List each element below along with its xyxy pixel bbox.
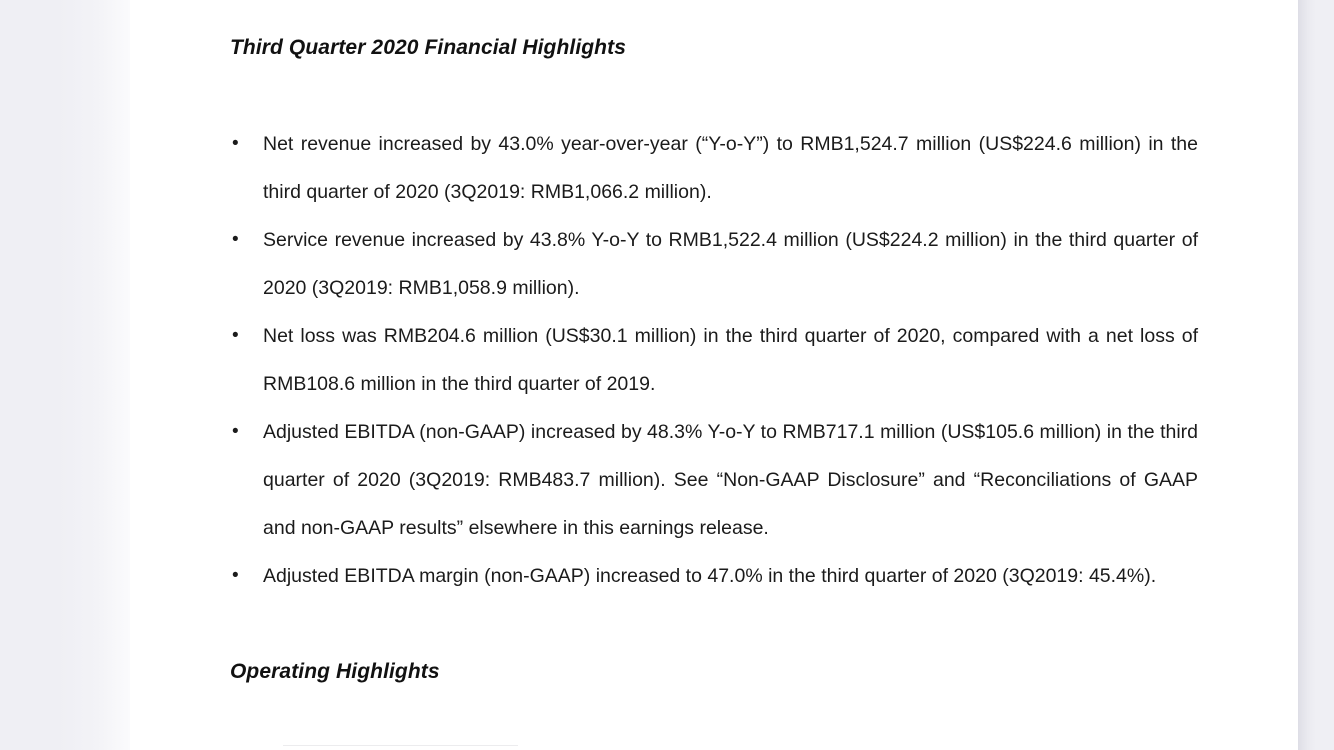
bottom-hairline: [283, 745, 518, 746]
section-heading-operating-highlights: Operating Highlights: [230, 660, 440, 683]
list-item: [230, 552, 1198, 600]
page-content: [230, 0, 1198, 696]
list-item-text: Adjusted EBITDA margin (non-GAAP) increased to 47.0% in the third quarter of 2020 (3Q2019: 45.4%).: [263, 565, 1157, 587]
financial-highlights-list: [230, 120, 1198, 600]
page-right-shadow: [1298, 0, 1316, 750]
list-item-text: Adjusted EBITDA (non-GAAP) increased by 48.3% Y-o-Y to RMB717.1 million (US$105.6 million) in the third quarter of 2020 (3Q2019: RMB483.7 million). See “Non-GAAP Disclosure” and “Reconciliations of GAAP and non-GAAP results” elsewhere in this earnings release.: [263, 421, 1198, 539]
page-left-glow: [58, 0, 130, 750]
list-item-text: Service revenue increased by 43.8% Y-o-Y to RMB1,522.4 million (US$224.2 million) in the third quarter of 2020 (3Q2019: RMB1,058.9 million).: [263, 229, 1198, 299]
bullet-icon: •: [232, 229, 239, 250]
list-item: [230, 312, 1198, 408]
bullet-icon: •: [232, 421, 239, 442]
list-item: [230, 216, 1198, 312]
bullet-icon: •: [232, 325, 239, 346]
list-item: [230, 120, 1198, 216]
section-heading-financial-highlights: Third Quarter 2020 Financial Highlights: [230, 36, 626, 59]
bullet-icon: •: [232, 133, 239, 154]
document-page: [130, 0, 1298, 750]
bullet-icon: •: [232, 565, 239, 586]
list-item-text: Net loss was RMB204.6 million (US$30.1 million) in the third quarter of 2020, compared with a net loss of RMB108.6 million in the third quarter of 2019.: [263, 325, 1198, 395]
list-item: [230, 408, 1198, 552]
list-item-text: Net revenue increased by 43.0% year-over-year (“Y-o-Y”) to RMB1,524.7 million (US$224.6 million) in the third quarter of 2020 (3Q2019: RMB1,066.2 million).: [263, 133, 1198, 203]
